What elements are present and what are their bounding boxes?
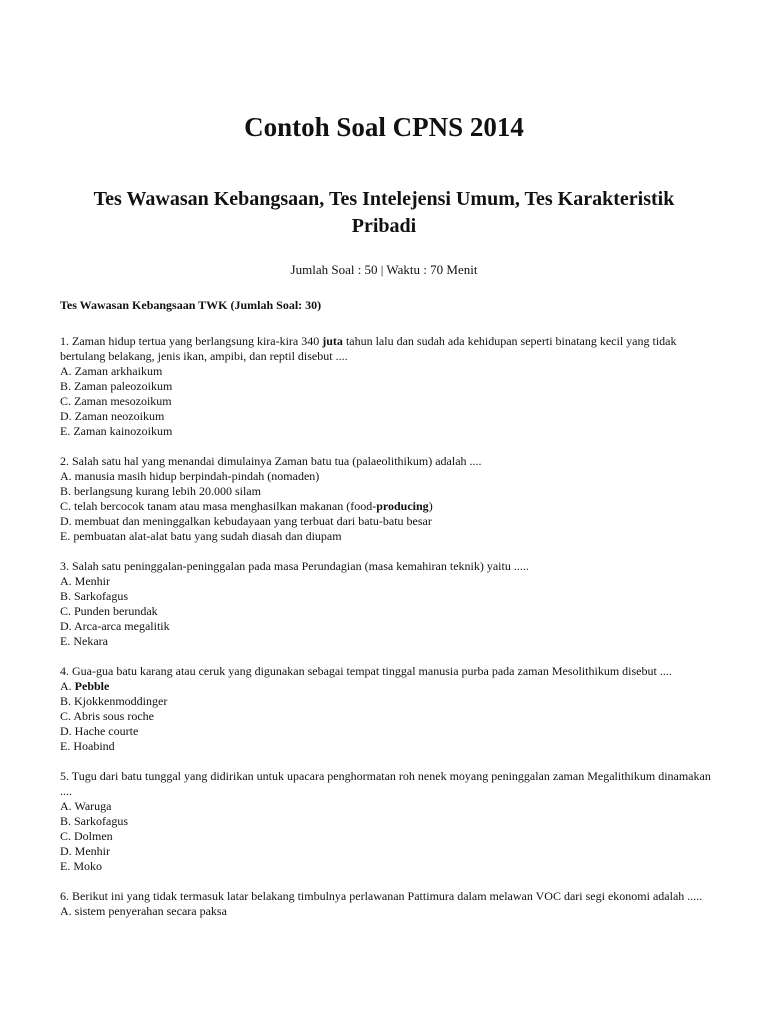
option-b: B. Kjokkenmoddinger [60,694,168,708]
question-3 [60,559,720,649]
option-a: A. manusia masih hidup berpindah-pindah (nomaden) [60,469,320,483]
section-heading: Tes Wawasan Kebangsaan TWK (Jumlah Soal: 30) [60,298,322,312]
option-c: C. Zaman mesozoikum [60,394,172,408]
option-a: A. Zaman arkhaikum [60,364,163,378]
option-d: D. Zaman neozoikum [60,409,165,423]
option-e: E. Hoabind [60,739,115,753]
option-a: A. Pebble [60,679,110,693]
question-text: 6. Berikut ini yang tidak termasuk latar belakang timbulnya perlawanan Pattimura dalam melawan VOC dari segi ekonomi adalah ..... [60,889,703,903]
option-a: A. Menhir [60,574,110,588]
question-6 [60,889,720,919]
option-c: C. Abris sous roche [60,709,154,723]
question-text: 5. Tugu dari batu tunggal yang didirikan untuk upacara penghormatan roh nenek moyang peninggalan zaman Megalithikum dinamakan .... [60,769,711,798]
option-d: D. Hache courte [60,724,139,738]
question-text: 4. Gua-gua batu karang atau ceruk yang digunakan sebagai tempat tinggal manusia purba pada zaman Mesolithikum disebut .... [60,664,672,678]
exam-meta: Jumlah Soal : 50 | Waktu : 70 Menit [290,262,478,277]
document-title: Contoh Soal CPNS 2014 [244,112,524,142]
option-c: C. telah bercocok tanam atau masa menghasilkan makanan (food-producing) [60,499,433,513]
option-b: B. berlangsung kurang lebih 20.000 silam [60,484,261,498]
option-b: B. Sarkofagus [60,814,128,828]
question-text: 1. Zaman hidup tertua yang berlangsung kira-kira 340 juta tahun lalu dan sudah ada kehidupan seperti binatang kecil yang tidak bertulang belakang, jenis ikan, ampibi, dan reptil disebut .... [60,334,677,363]
option-d: D. Menhir [60,844,110,858]
question-4 [60,664,720,754]
option-a: A. Waruga [60,799,112,813]
option-e: E. Moko [60,859,102,873]
option-d: D. Arca-arca megalitik [60,619,170,633]
option-c: C. Punden berundak [60,604,158,618]
option-d: D. membuat dan meninggalkan kebudayaan yang terbuat dari batu-batu besar [60,514,432,528]
question-text: 3. Salah satu peninggalan-peninggalan pada masa Perundagian (masa kemahiran teknik) yaitu ..... [60,559,529,573]
option-a: A. sistem penyerahan secara paksa [60,904,227,918]
option-b: B. Zaman paleozoikum [60,379,173,393]
option-c: C. Dolmen [60,829,113,843]
option-b: B. Sarkofagus [60,589,128,603]
question-text: 2. Salah satu hal yang menandai dimulainya Zaman batu tua (palaeolithikum) adalah .... [60,454,482,468]
option-e: E. Nekara [60,634,108,648]
question-list [60,334,720,934]
question-2 [60,454,720,544]
option-e: E. Zaman kainozoikum [60,424,173,438]
document-subtitle: Tes Wawasan Kebangsaan, Tes Intelejensi Umum, Tes Karakteristik Pribadi [93,188,675,237]
question-5 [60,769,720,874]
question-1 [60,334,720,439]
option-e: E. pembuatan alat-alat batu yang sudah diasah dan diupam [60,529,342,543]
